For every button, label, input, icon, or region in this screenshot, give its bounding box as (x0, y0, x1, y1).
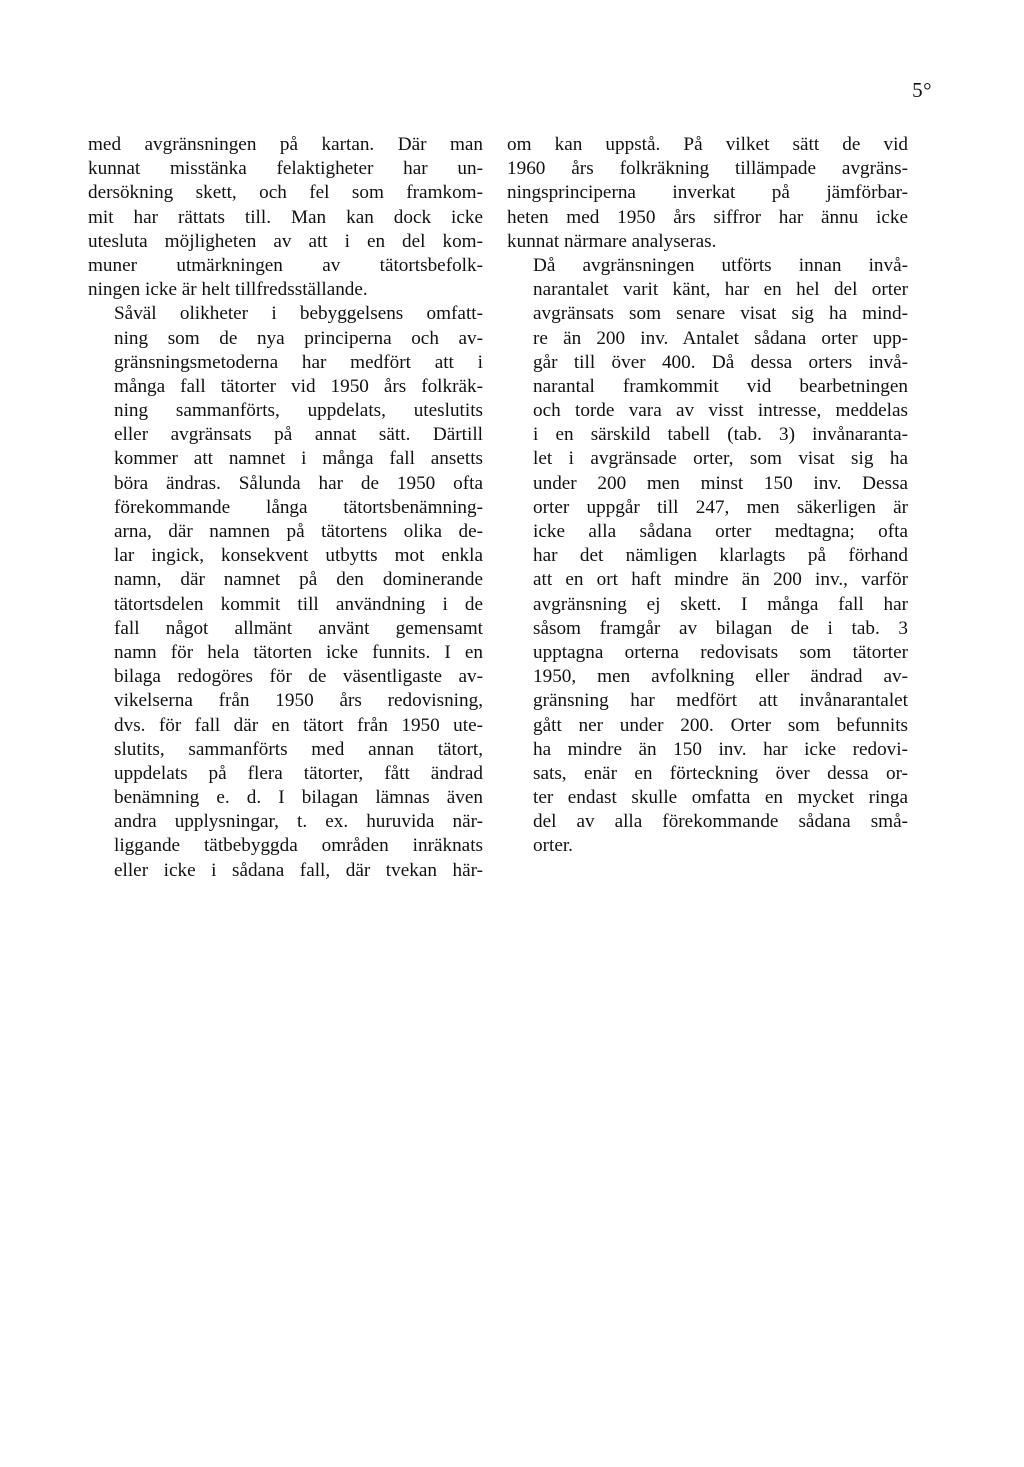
text-line: Då avgränsningen utförts innan invå- (533, 254, 908, 276)
text-line: ningen icke är helt tillfredsställande. (88, 279, 368, 301)
page-number: 5° (912, 78, 932, 102)
text-line: bilaga redogöres för de väsentligaste av- (114, 666, 483, 688)
text-line: orter. (533, 835, 573, 857)
text-line: gränsningsmetoderna har medfört att i (114, 351, 483, 373)
text-line: utesluta möjligheten av att i en del kom- (88, 230, 483, 252)
text-line: ha mindre än 150 inv. har icke redovi- (533, 738, 908, 760)
text-line: 1950, men avfolkning eller ändrad av- (533, 666, 908, 688)
text-line: böra ändras. Sålunda har de 1950 ofta (114, 472, 483, 494)
text-line: uppdelats på flera tätorter, fått ändrad (114, 762, 483, 784)
text-line: narantal framkommit vid bearbetningen (533, 375, 908, 397)
left-column (88, 133, 483, 883)
text-line: arna, där namnen på tätortens olika de- (114, 521, 483, 542)
text-line: kunnat misstänka felaktigheter har un- (88, 158, 483, 180)
text-line: fall något allmänt använt gemensamt (114, 617, 483, 639)
text-line: sats, enär en förteckning över dessa or- (533, 762, 908, 784)
text-line: avgränsats som senare visat sig ha mind- (533, 303, 908, 325)
text-line: muner utmärkningen av tätortsbefolk- (88, 254, 483, 276)
text-line: let i avgränsade orter, som visat sig ha (533, 448, 908, 470)
text-line: mit har rättats till. Man kan dock icke (88, 206, 483, 228)
text-line: ningsprinciperna inverkat på jämförbar- (507, 182, 908, 204)
text-line: tätortsdelen kommit till användning i de (114, 593, 483, 615)
paragraph (88, 302, 483, 883)
text-line: ning som de nya principerna och av- (114, 327, 483, 349)
paragraph (507, 254, 908, 859)
text-line: dersökning skett, och fel som framkom- (88, 182, 483, 204)
text-line: såsom framgår av bilagan de i tab. 3 (533, 617, 908, 639)
text-line: och torde vara av visst intresse, meddelas (533, 400, 908, 422)
text-line: eller icke i sådana fall, där tvekan här- (114, 859, 483, 881)
text-line: i en särskild tabell (tab. 3) invånaranta- (533, 424, 908, 446)
paragraph (507, 133, 908, 254)
text-line: med avgränsningen på kartan. Där man (88, 134, 483, 155)
text-line: narantalet varit känt, har en hel del orter (533, 279, 908, 301)
text-line: kunnat närmare analyseras. (507, 230, 717, 252)
text-line: slutits, sammanförts med annan tätort, (114, 738, 483, 760)
right-column (507, 133, 908, 859)
text-line: upptagna orterna redovisats som tätorter (533, 641, 908, 663)
text-line: lar ingick, konsekvent utbytts mot enkla (114, 545, 483, 567)
text-line: om kan uppstå. På vilket sätt de vid (507, 134, 908, 155)
text-line: har det nämligen klarlagts på förhand (533, 545, 908, 567)
text-line: ter endast skulle omfatta en mycket ringa (533, 787, 908, 809)
text-line: andra upplysningar, t. ex. huruvida när- (114, 811, 483, 833)
text-line: gått ner under 200. Orter som befunnits (533, 714, 908, 736)
text-line: många fall tätorter vid 1950 års folkräk- (114, 375, 483, 397)
text-line: benämning e. d. I bilagan lämnas även (114, 787, 483, 809)
text-line: vikelserna från 1950 års redovisning, (114, 690, 483, 712)
text-line: 1960 års folkräkning tillämpade avgräns- (507, 158, 908, 180)
text-line: liggande tätbebyggda områden inräknats (114, 835, 483, 857)
text-line: dvs. för fall där en tätort från 1950 ute- (114, 714, 483, 736)
text-line: gränsning har medfört att invånarantalet (533, 690, 908, 712)
text-line: Såväl olikheter i bebyggelsens omfatt- (114, 303, 483, 325)
text-line: re än 200 inv. Antalet sådana orter upp- (533, 327, 908, 349)
text-line: orter uppgår till 247, men säkerligen är (533, 496, 908, 518)
text-line: namn för hela tätorten icke funnits. I en (114, 641, 483, 663)
text-line: icke alla sådana orter medtagna; ofta (533, 521, 908, 542)
text-line: del av alla förekommande sådana små- (533, 811, 908, 833)
text-line: går till över 400. Då dessa orters invå- (533, 351, 908, 373)
text-line: förekommande långa tätortsbenämning- (114, 496, 483, 518)
text-line: kommer att namnet i många fall ansetts (114, 448, 483, 470)
text-line: under 200 men minst 150 inv. Dessa (533, 472, 908, 494)
text-line: eller avgränsats på annat sätt. Därtill (114, 424, 483, 446)
text-line: namn, där namnet på den dominerande (114, 569, 483, 591)
text-line: ning sammanförts, uppdelats, uteslutits (114, 400, 483, 422)
text-line: heten med 1950 års siffror har ännu icke (507, 206, 908, 228)
text-line: avgränsning ej skett. I många fall har (533, 593, 908, 615)
paragraph (88, 133, 483, 302)
text-line: att en ort haft mindre än 200 inv., varför (533, 569, 908, 591)
